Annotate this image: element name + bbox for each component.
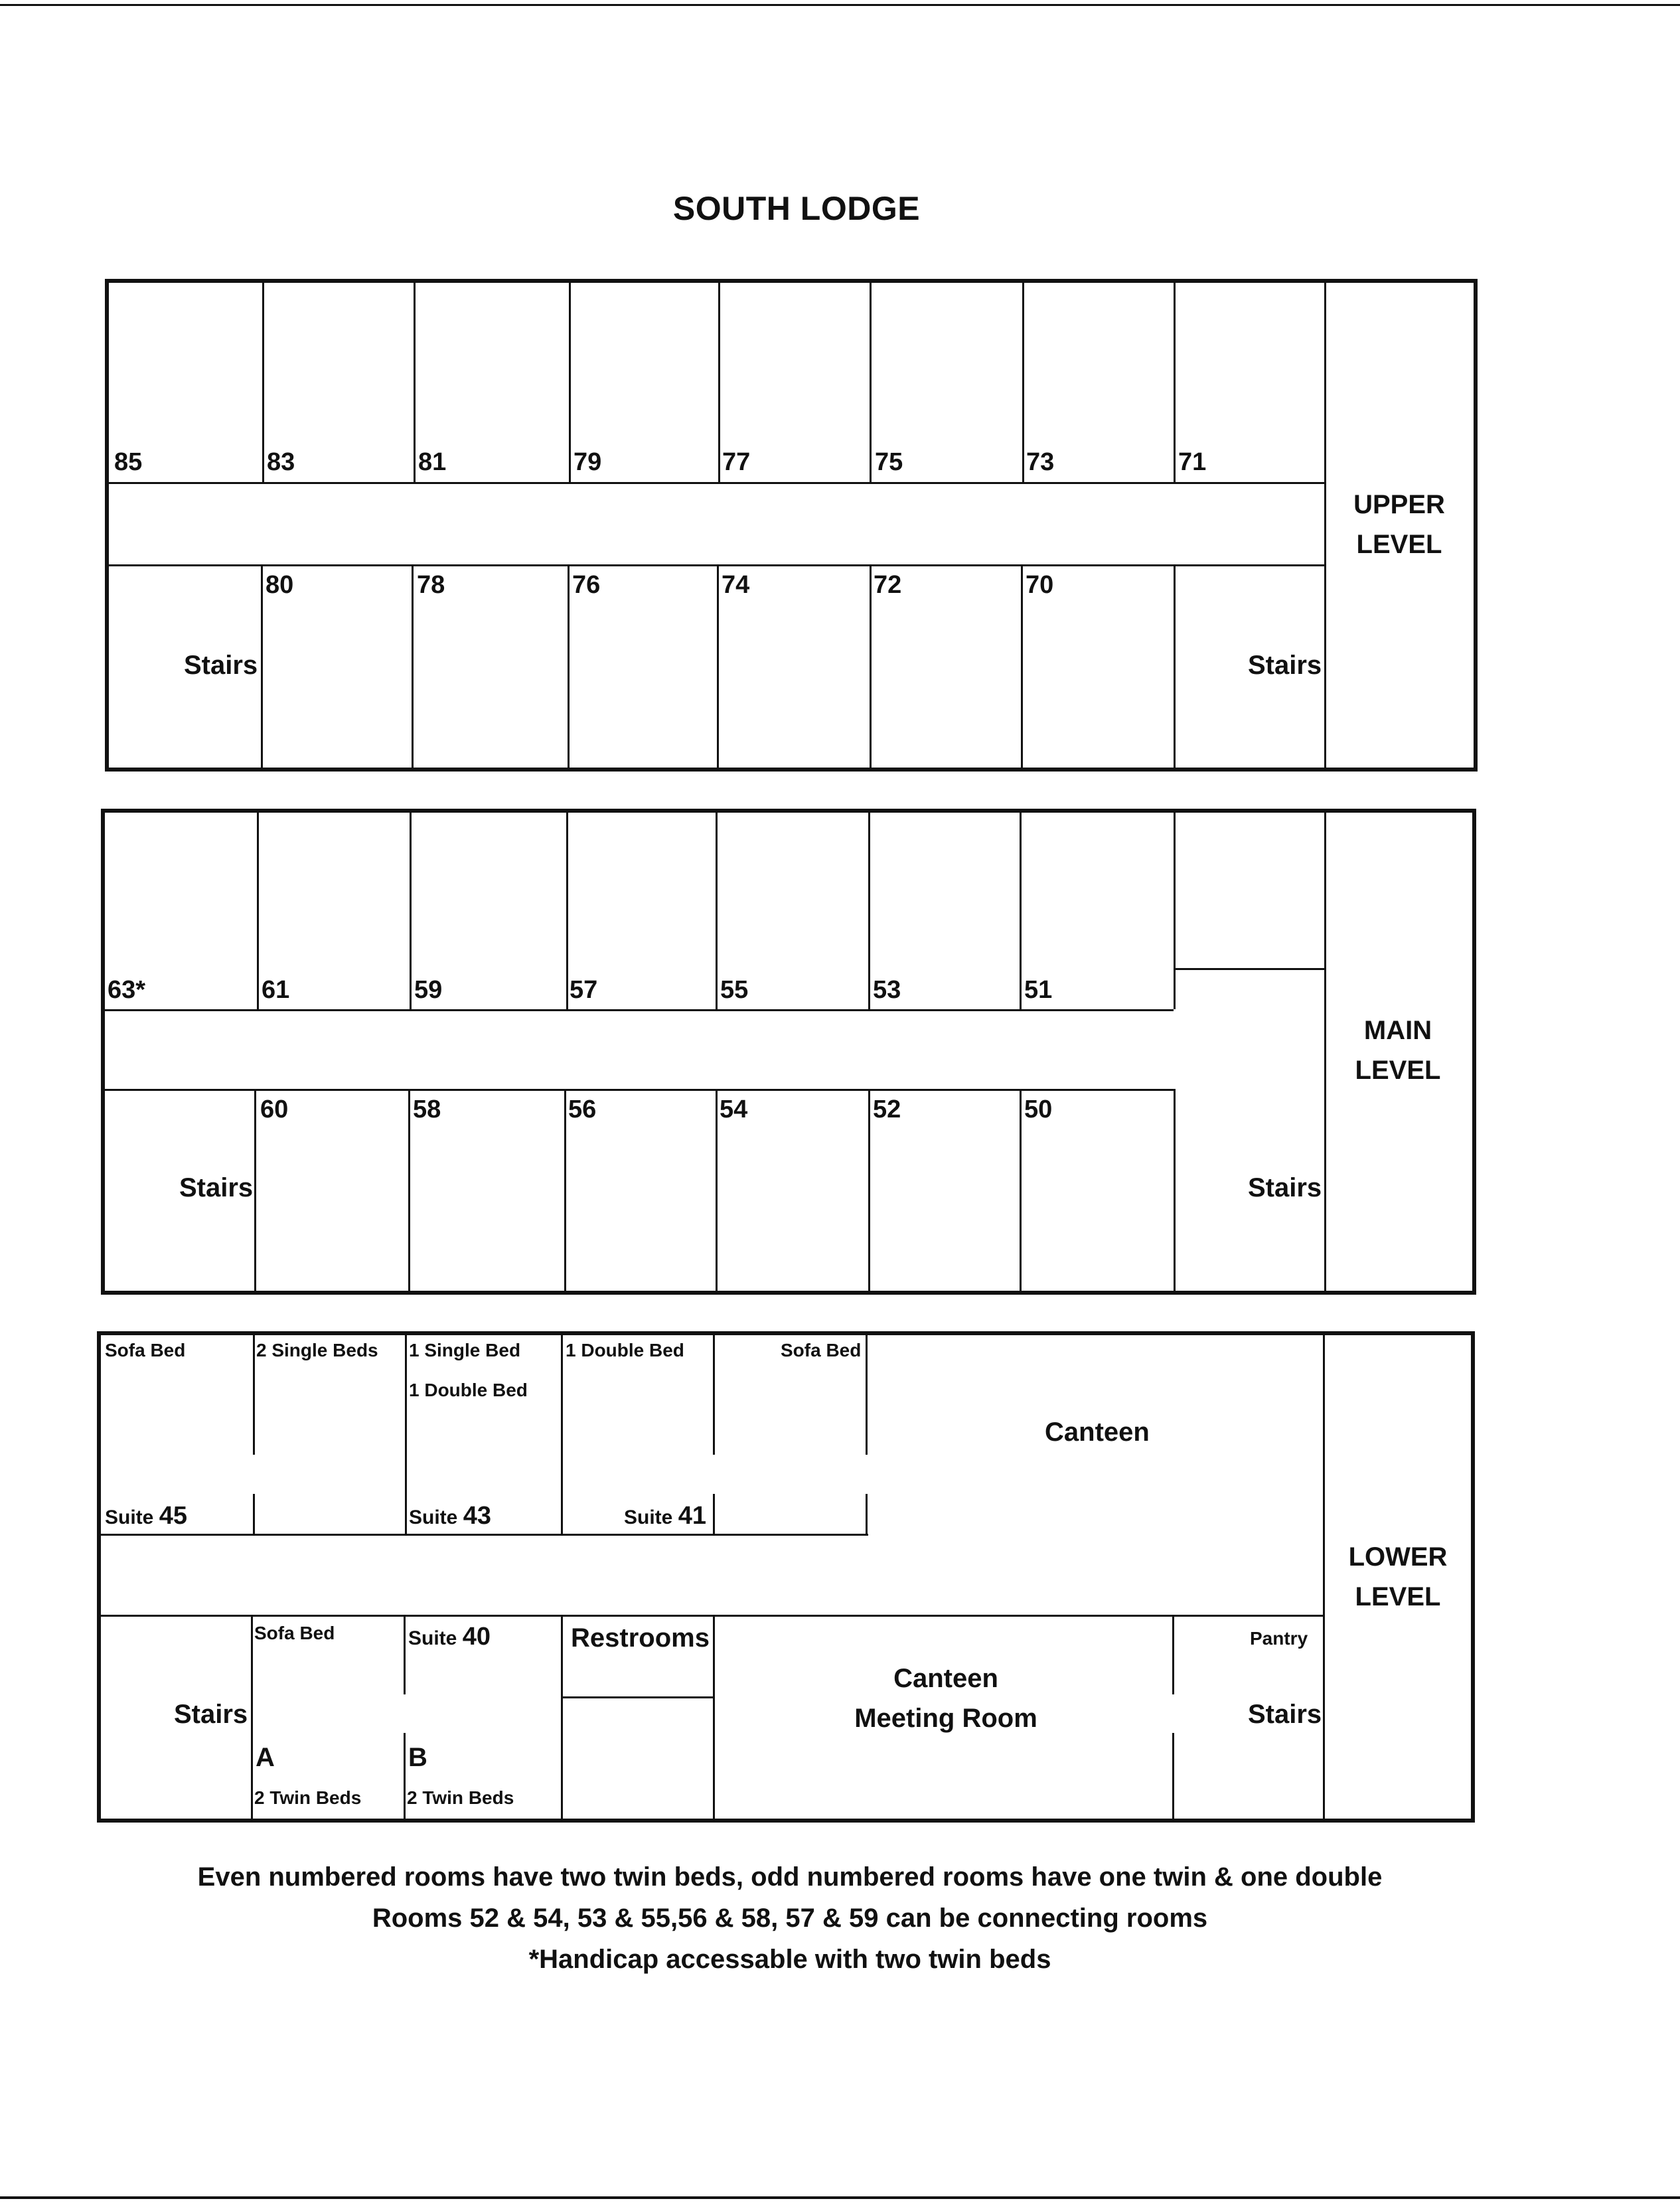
room-number: 50 (1024, 1096, 1053, 1123)
room-number: 51 (1024, 976, 1053, 1004)
room-number: 74 (722, 571, 750, 599)
stairs-label: Stairs (179, 1173, 254, 1202)
level-label (1333, 485, 1466, 564)
upper-wall (1022, 283, 1024, 482)
upper-wall (412, 564, 414, 768)
suite-label (105, 1502, 187, 1530)
bed-label: 1 Single Bed (409, 1340, 521, 1360)
upper-corridor-top-wall (109, 482, 1324, 484)
lower-wall (251, 1615, 253, 1819)
upper-wall (870, 564, 872, 768)
room-number: 55 (720, 976, 749, 1004)
level-label-line: LEVEL (1356, 530, 1442, 559)
lower-wall (405, 1335, 407, 1534)
room-number: 79 (573, 448, 602, 476)
room-letter-a: A (256, 1743, 275, 1772)
room-number: 52 (873, 1096, 901, 1123)
upper-level-plan (105, 279, 1478, 772)
level-label-line: LEVEL (1355, 1582, 1441, 1611)
room-number: 58 (413, 1096, 441, 1123)
room-number: 81 (418, 448, 447, 476)
main-wall (564, 1089, 566, 1291)
bed-label: 1 Double Bed (409, 1380, 528, 1400)
main-wall (716, 1089, 718, 1291)
main-wall (1174, 1089, 1176, 1291)
canteen-meeting-room-label (797, 1659, 1095, 1738)
lower-wall (404, 1733, 406, 1819)
lower-corridor-top-wall (101, 1534, 868, 1536)
suite-number: 40 (462, 1623, 491, 1651)
restrooms-wall (561, 1696, 713, 1698)
suite-label (624, 1502, 706, 1530)
room-number: 83 (267, 448, 295, 476)
lower-wall (1172, 1733, 1174, 1819)
upper-wall (261, 564, 263, 768)
lower-wall (866, 1335, 868, 1455)
lower-wall (561, 1335, 563, 1534)
suite-word: Suite (409, 1507, 458, 1528)
upper-wall (718, 283, 720, 482)
bed-label: 1 Double Bed (566, 1340, 684, 1360)
level-label-line: LEVEL (1355, 1056, 1441, 1085)
room-number: 61 (262, 976, 290, 1004)
level-label-line: LOWER (1348, 1542, 1448, 1572)
bed-label: 2 Twin Beds (407, 1787, 514, 1808)
suite-number: 45 (159, 1502, 187, 1530)
lower-wall (253, 1335, 255, 1455)
restrooms-label: Restrooms (571, 1623, 710, 1653)
main-wall (566, 813, 568, 1009)
canteen-label: Canteen (1045, 1418, 1150, 1447)
bed-label: 2 Twin Beds (254, 1787, 362, 1808)
upper-wall (568, 564, 570, 768)
room-number: 53 (873, 976, 901, 1004)
room-number: 54 (720, 1096, 748, 1123)
page-title: SOUTH LODGE (672, 190, 921, 227)
pantry-label: Pantry (1250, 1628, 1308, 1649)
main-level-plan (101, 809, 1476, 1295)
stairs-label: Stairs (1248, 1173, 1322, 1202)
bed-label: Sofa Bed (105, 1340, 186, 1360)
main-wall (868, 813, 870, 1009)
main-wall (716, 813, 718, 1009)
lower-level-plan (97, 1331, 1475, 1823)
room-number: 59 (414, 976, 443, 1004)
upper-level-label-divider (1324, 279, 1326, 772)
main-wall (868, 1089, 870, 1291)
bottom-scan-edge (0, 2196, 1680, 2199)
upper-wall (262, 283, 264, 482)
suite-number: 43 (463, 1502, 491, 1530)
canteen-meeting-line: Meeting Room (854, 1704, 1037, 1733)
main-wall (410, 813, 412, 1009)
upper-wall (1174, 564, 1176, 768)
lower-wall (713, 1494, 715, 1534)
stairs-label: Stairs (184, 651, 258, 680)
stairs-label: Stairs (1248, 1700, 1322, 1729)
suite-number: 41 (678, 1502, 706, 1530)
room-number: 78 (417, 571, 445, 599)
room-number: 63* (108, 976, 146, 1004)
room-number: 73 (1026, 448, 1055, 476)
room-number: 72 (874, 571, 902, 599)
level-label (1332, 1011, 1464, 1090)
bed-label: Sofa Bed (781, 1340, 862, 1360)
lower-level-label-divider (1323, 1331, 1325, 1823)
top-scan-edge (0, 4, 1680, 6)
main-corridor-top-wall (105, 1009, 1174, 1011)
room-number: 85 (114, 448, 143, 476)
main-corridor-bottom-wall (105, 1089, 1174, 1091)
upper-wall (870, 283, 872, 482)
room-number: 71 (1178, 448, 1207, 476)
room-number: 80 (266, 571, 294, 599)
stairs-label: Stairs (1248, 651, 1322, 680)
room-number: 70 (1026, 571, 1054, 599)
bed-label: 2 Single Beds (256, 1340, 378, 1360)
lower-wall (253, 1494, 255, 1534)
lower-corridor-bottom-wall (101, 1615, 1323, 1617)
lower-wall (713, 1335, 715, 1455)
lower-wall (1323, 1615, 1325, 1694)
room-letter-b: B (408, 1743, 427, 1772)
main-wall (408, 1089, 410, 1291)
main-wall (1174, 813, 1176, 1009)
level-label-line: MAIN (1363, 1016, 1432, 1045)
suite-word: Suite (105, 1507, 154, 1528)
upper-wall (414, 283, 416, 482)
main-wall (1020, 1089, 1022, 1291)
room-number: 77 (722, 448, 751, 476)
level-label-line: UPPER (1353, 490, 1445, 519)
main-level-label-divider (1324, 809, 1326, 1295)
stairs-label: Stairs (174, 1700, 248, 1729)
lower-wall (404, 1615, 406, 1694)
suite-label (408, 1623, 491, 1651)
upper-wall (569, 283, 571, 482)
canteen-meeting-line: Canteen (893, 1664, 998, 1693)
main-stair-landing-wall (1174, 968, 1324, 970)
room-number: 56 (568, 1096, 597, 1123)
note-line: Even numbered rooms have two twin beds, odd numbered rooms have one twin & one double (197, 1862, 1383, 1892)
level-label (1332, 1537, 1464, 1617)
note-line: *Handicap accessable with two twin beds (528, 1945, 1051, 1974)
main-wall (257, 813, 259, 1009)
room-number: 60 (260, 1096, 289, 1123)
lower-wall (866, 1494, 868, 1534)
upper-wall (1021, 564, 1023, 768)
upper-wall (1174, 283, 1176, 482)
note-line: Rooms 52 & 54, 53 & 55,56 & 58, 57 & 59 can be connecting rooms (372, 1904, 1208, 1933)
lower-wall (1172, 1615, 1174, 1694)
room-number: 75 (875, 448, 903, 476)
room-number: 57 (570, 976, 598, 1004)
suite-label (409, 1502, 491, 1530)
bed-label: Sofa Bed (254, 1623, 335, 1643)
suite-word: Suite (408, 1627, 457, 1649)
suite-word: Suite (624, 1507, 673, 1528)
lower-wall (561, 1615, 563, 1819)
main-wall (1020, 813, 1022, 1009)
upper-wall (717, 564, 719, 768)
lower-wall (713, 1615, 715, 1819)
room-number: 76 (572, 571, 601, 599)
main-wall (254, 1089, 256, 1291)
